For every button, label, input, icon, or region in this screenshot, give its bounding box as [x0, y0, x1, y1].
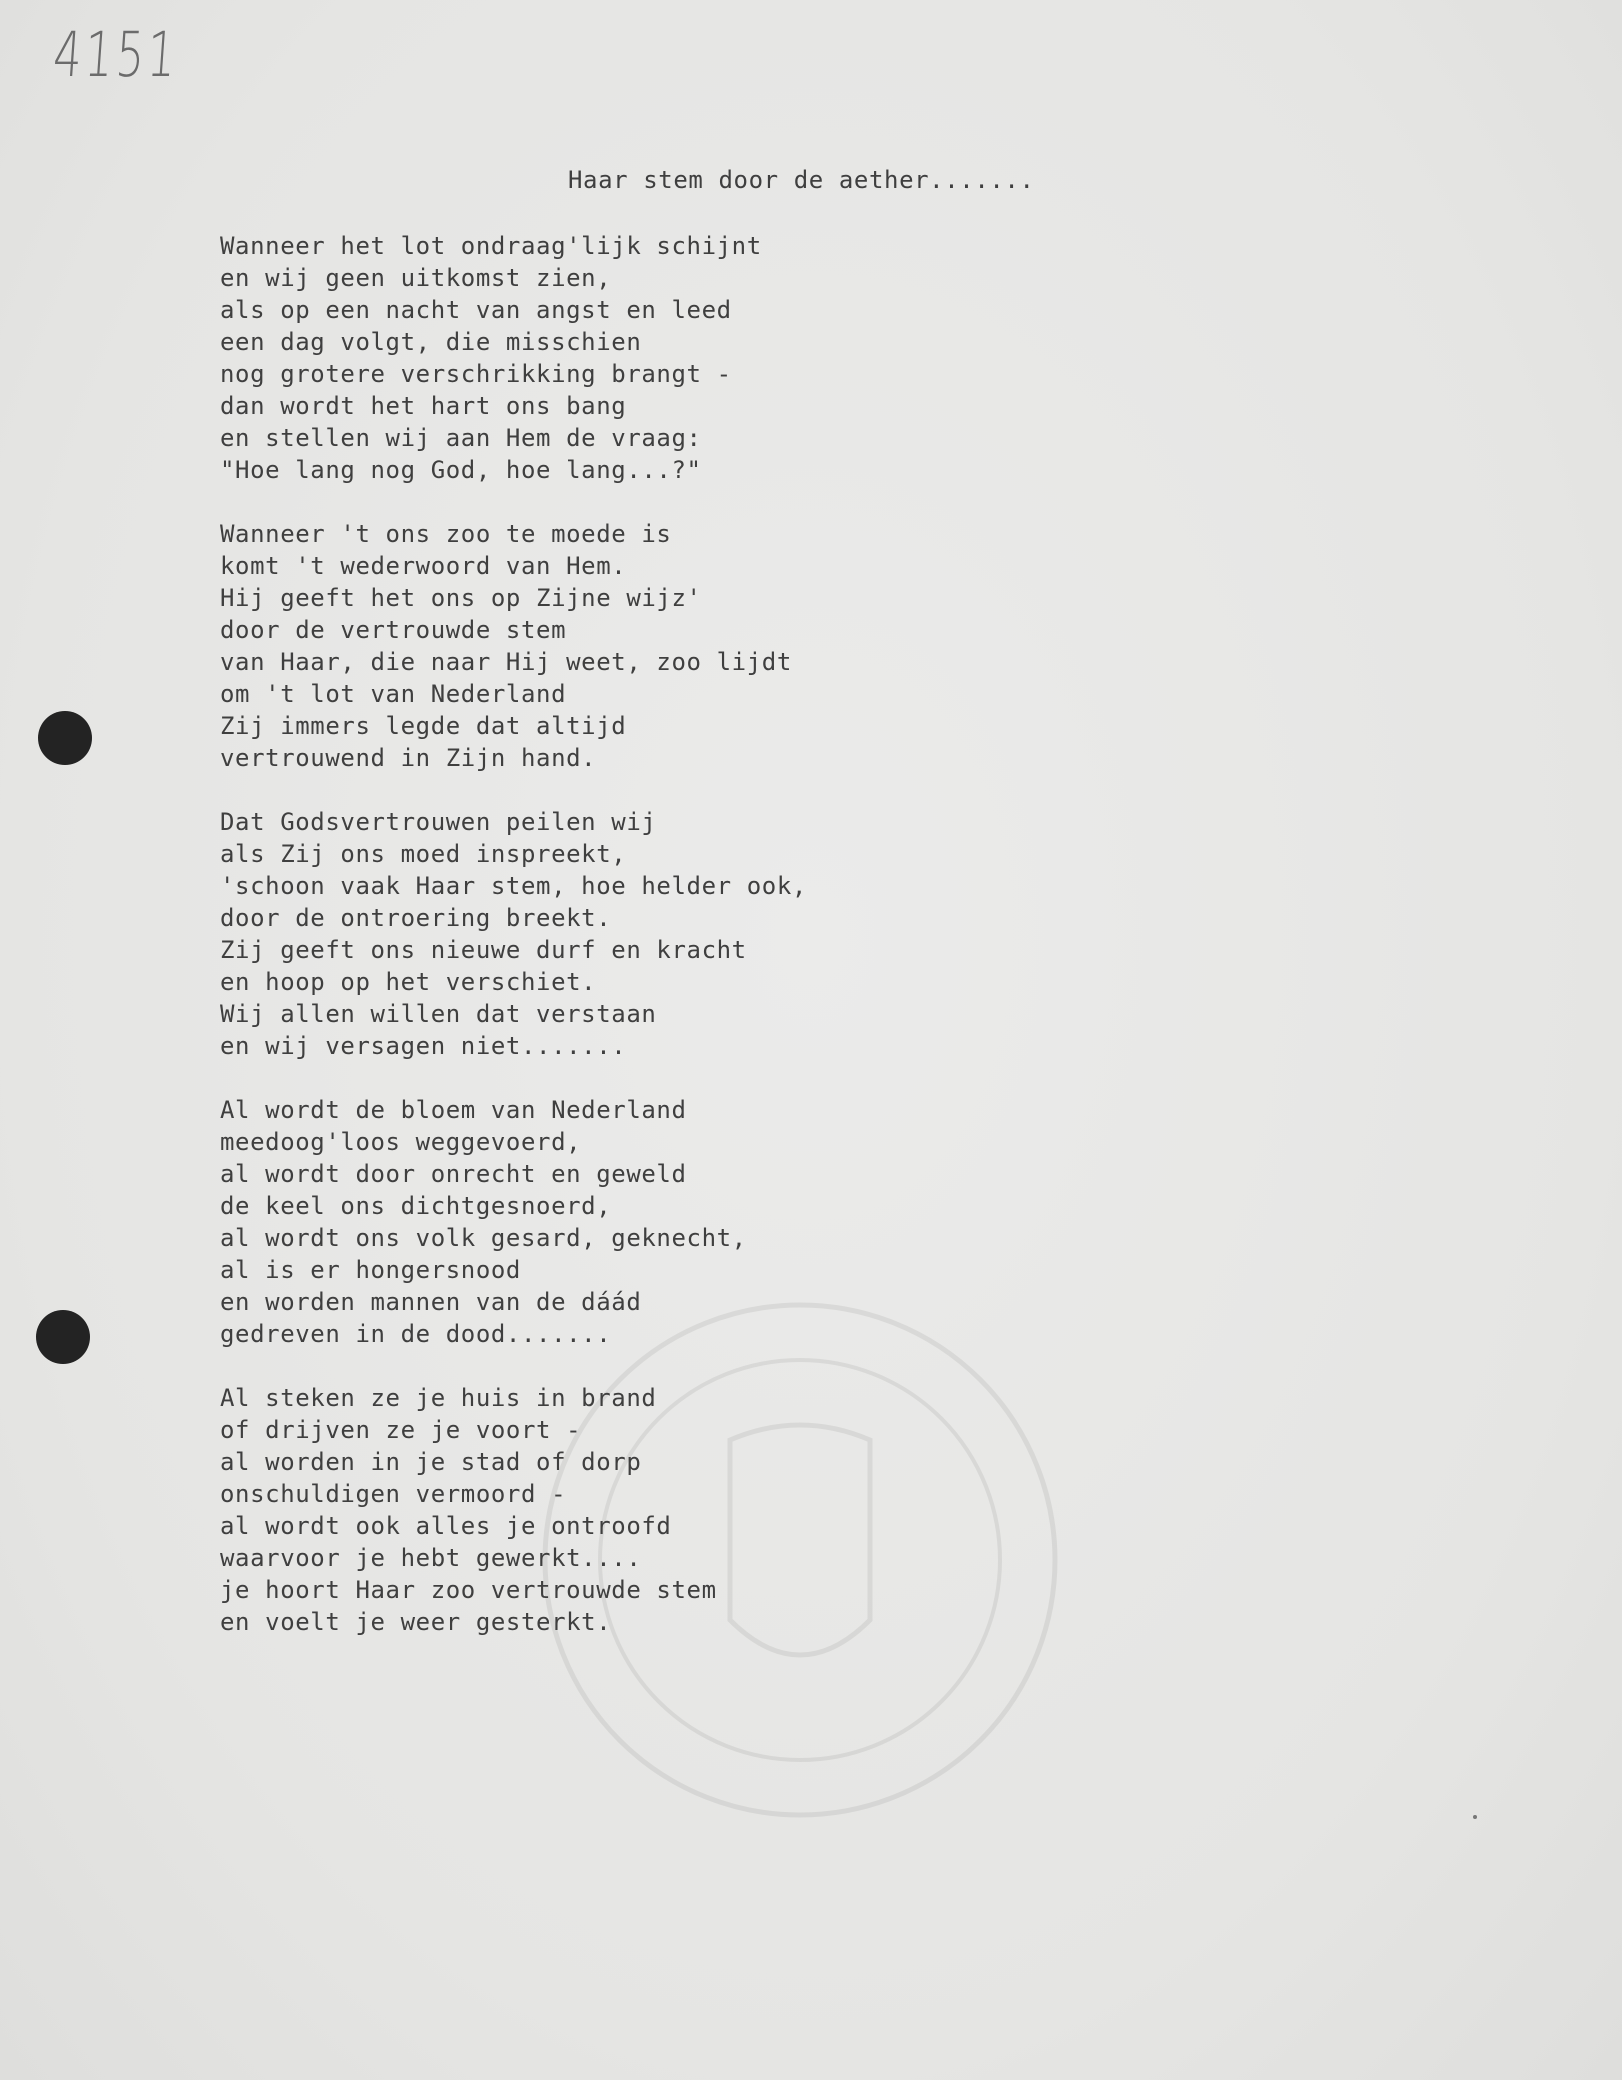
punch-hole-bottom [36, 1310, 90, 1364]
poem-line: van Haar, die naar Hij weet, zoo lijdt [220, 648, 792, 676]
poem-line: al is er hongersnood [220, 1256, 521, 1284]
paper-speck [1473, 1815, 1477, 1819]
poem-line: onschuldigen vermoord - [220, 1480, 567, 1508]
poem-line: Al wordt de bloem van Nederland [220, 1096, 687, 1124]
poem-line: om 't lot van Nederland [220, 680, 567, 708]
poem-line: Wanneer 't ons zoo te moede is [220, 520, 672, 548]
archive-number: 4151 [50, 18, 182, 91]
poem-line: als Zij ons moed inspreekt, [220, 840, 627, 868]
poem-line: Dat Godsvertrouwen peilen wij [220, 808, 657, 836]
poem-line: en voelt je weer gesterkt. [220, 1608, 612, 1636]
poem-line: je hoort Haar zoo vertrouwde stem [220, 1576, 717, 1604]
poem-line: al wordt door onrecht en geweld [220, 1160, 687, 1188]
poem-line: Zij immers legde dat altijd [220, 712, 627, 740]
poem-line: Wanneer het lot ondraag'lijk schijnt [220, 232, 762, 260]
poem-line: en wij geen uitkomst zien, [220, 264, 612, 292]
stanza-3 [220, 806, 807, 1062]
poem-line: "Hoe lang nog God, hoe lang...?" [220, 456, 702, 484]
poem-line: en stellen wij aan Hem de vraag: [220, 424, 702, 452]
poem-line: als op een nacht van angst en leed [220, 296, 732, 324]
poem-line: vertrouwend in Zijn hand. [220, 744, 597, 772]
poem-line: Zij geeft ons nieuwe durf en kracht [220, 936, 747, 964]
poem-line: al wordt ook alles je ontroofd [220, 1512, 672, 1540]
punch-hole-top [38, 711, 92, 765]
poem-line: Hij geeft het ons op Zijne wijz' [220, 584, 702, 612]
poem-line: door de ontroering breekt. [220, 904, 612, 932]
poem-line: de keel ons dichtgesnoerd, [220, 1192, 612, 1220]
poem-line: en wij versagen niet....... [220, 1032, 627, 1060]
poem-line: en worden mannen van de dáád [220, 1288, 642, 1316]
poem-line: dan wordt het hart ons bang [220, 392, 627, 420]
poem-line: al worden in je stad of dorp [220, 1448, 642, 1476]
poem-line: 'schoon vaak Haar stem, hoe helder ook, [220, 872, 807, 900]
poem-title: Haar stem door de aether....... [568, 166, 1035, 194]
poem-line: komt 't wederwoord van Hem. [220, 552, 627, 580]
faded-stamp-watermark [530, 1290, 1070, 1830]
stanza-2 [220, 518, 807, 774]
poem-line: en hoop op het verschiet. [220, 968, 597, 996]
poem-line: Al steken ze je huis in brand [220, 1384, 657, 1412]
poem-line: waarvoor je hebt gewerkt.... [220, 1544, 642, 1572]
poem-line: al wordt ons volk gesard, geknecht, [220, 1224, 747, 1252]
poem-line: gedreven in de dood....... [220, 1320, 612, 1348]
poem-line: of drijven ze je voort - [220, 1416, 582, 1444]
poem-line: Wij allen willen dat verstaan [220, 1000, 657, 1028]
stanza-1 [220, 230, 807, 486]
poem-line: nog grotere verschrikking brangt - [220, 360, 732, 388]
poem-line: een dag volgt, die misschien [220, 328, 642, 356]
poem-line: door de vertrouwde stem [220, 616, 567, 644]
poem-line: meedoog'loos weggevoerd, [220, 1128, 582, 1156]
